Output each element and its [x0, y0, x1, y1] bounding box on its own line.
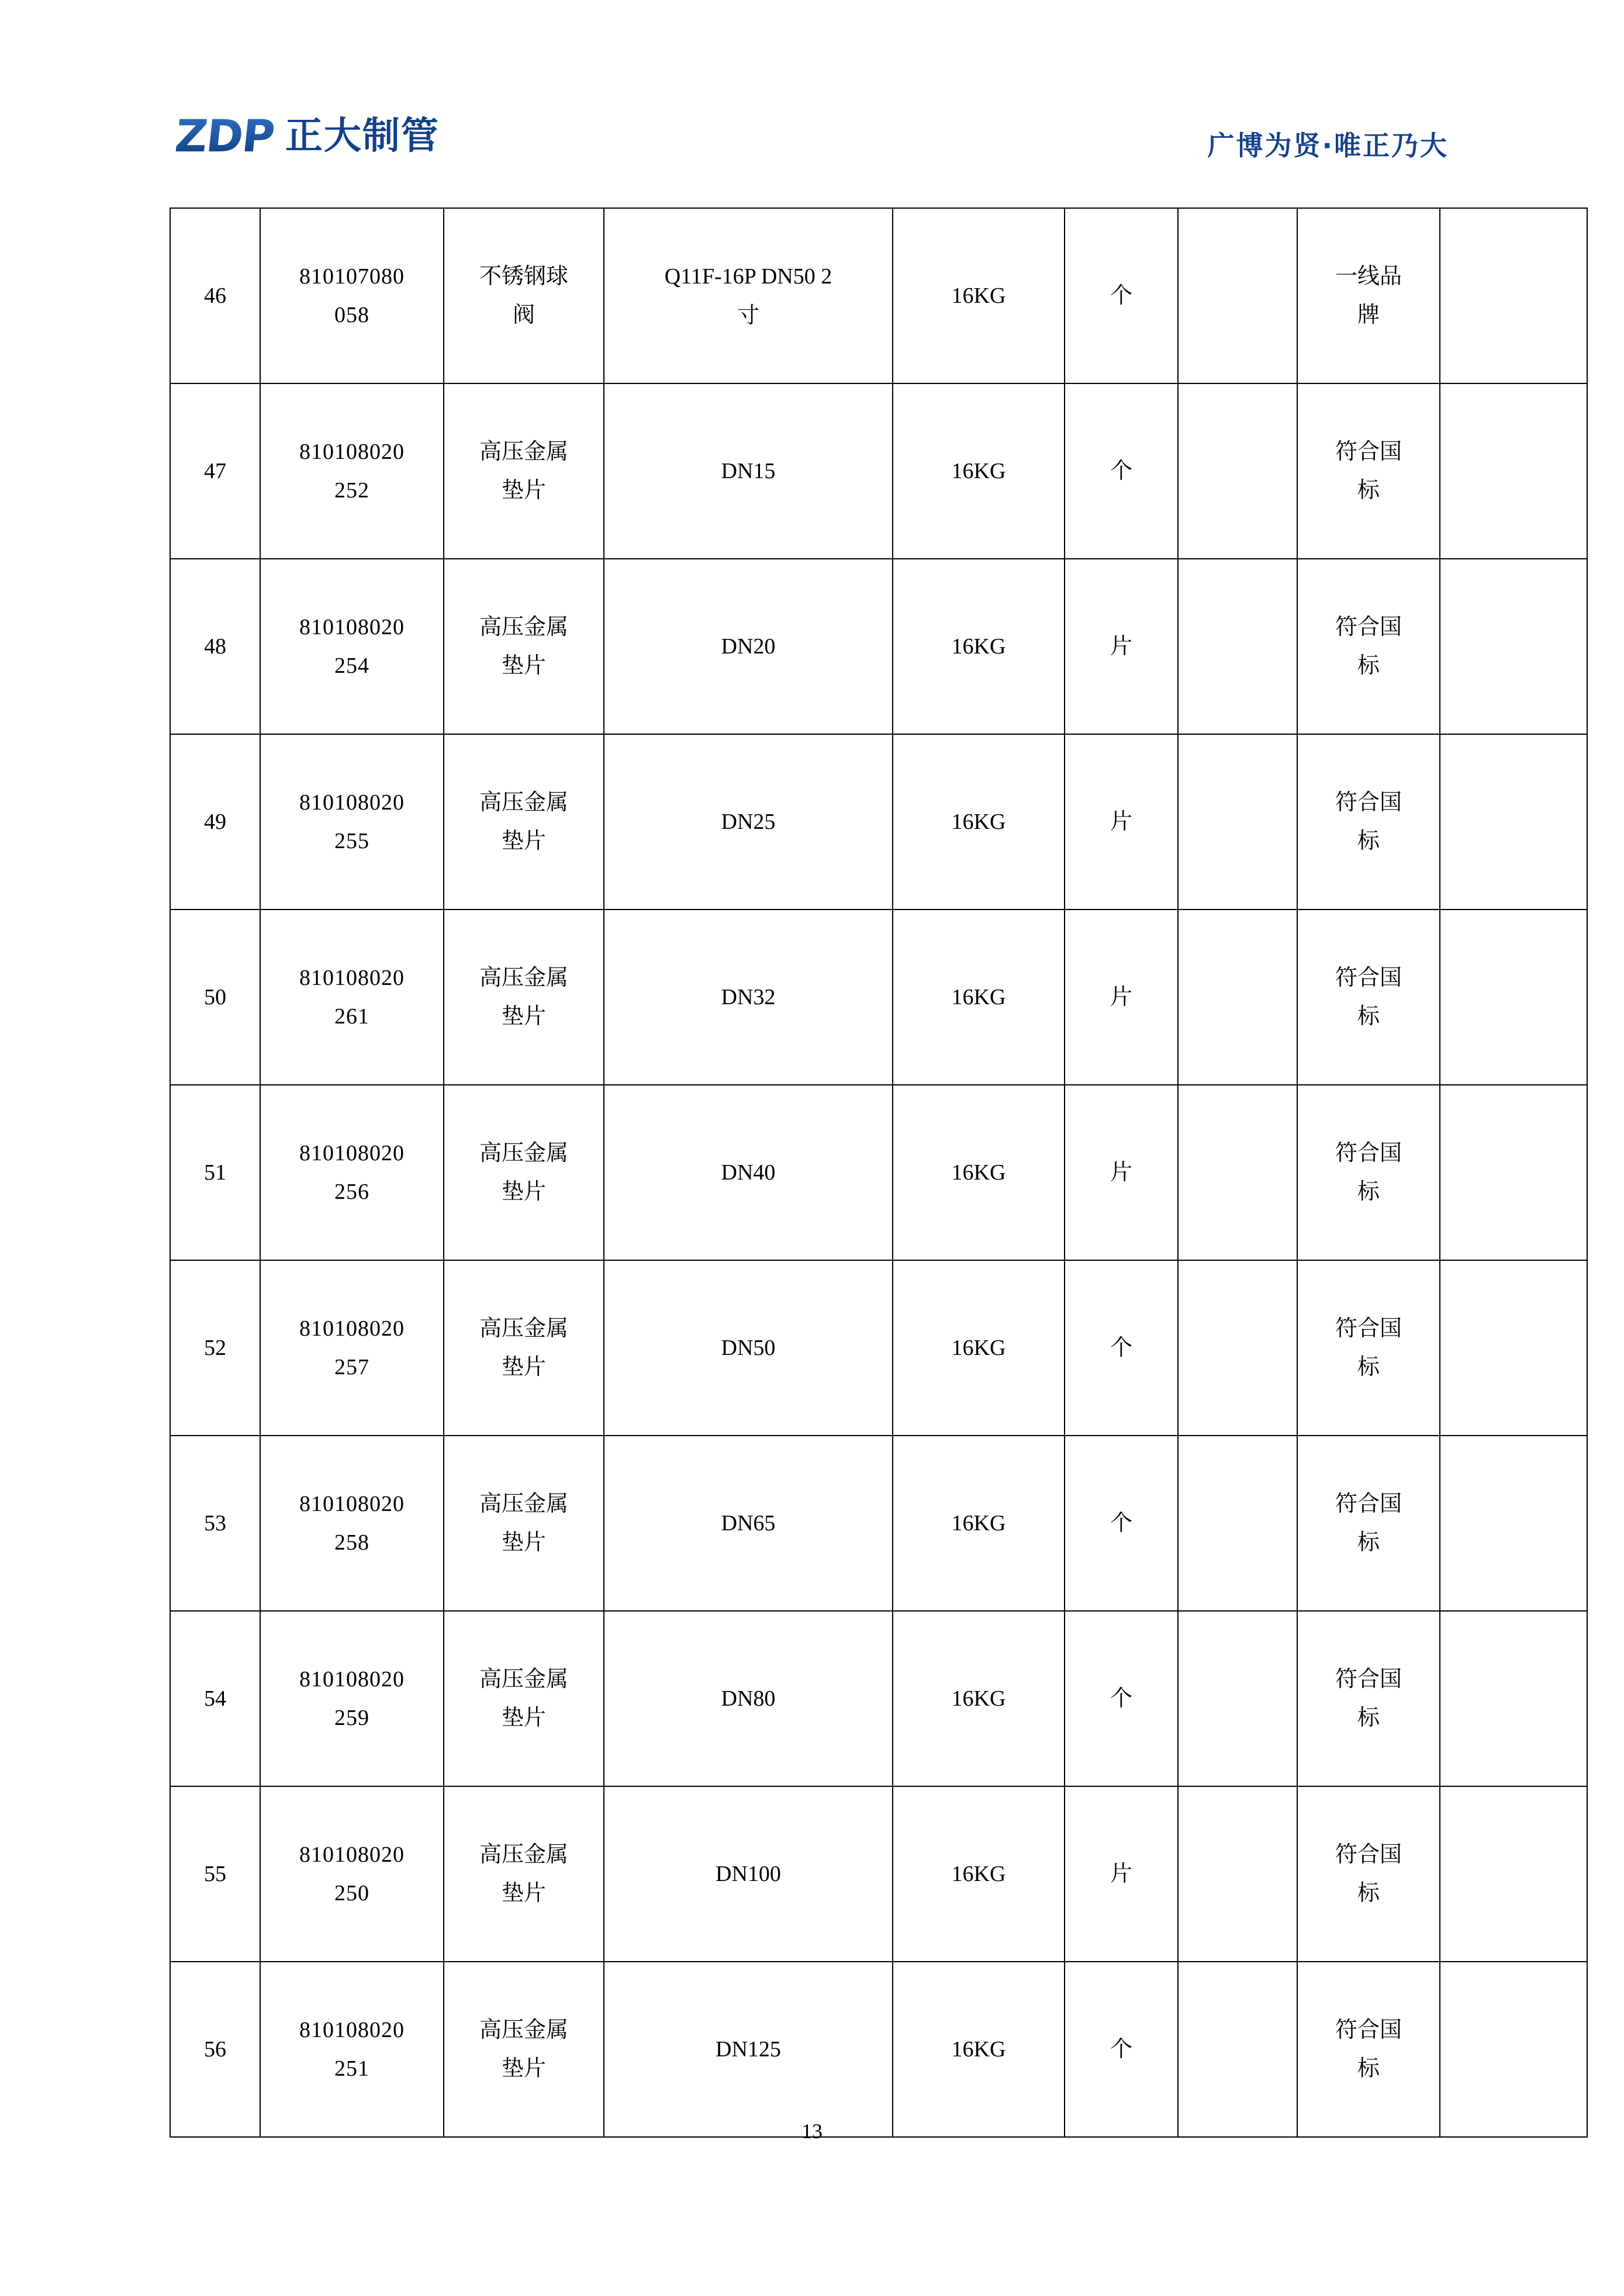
logo-mark-zdp: ZDP	[173, 114, 279, 158]
cell-note	[1440, 1085, 1587, 1260]
cell-brand-line1: 符合国	[1335, 965, 1402, 990]
cell-index: 55	[170, 1786, 260, 1962]
table-row	[170, 1962, 1587, 2137]
cell-code-line1: 810108020	[299, 614, 405, 639]
cell-brand	[1297, 1786, 1440, 1962]
cell-index: 51	[170, 1085, 260, 1260]
cell-name	[444, 734, 604, 910]
cell-brand-line2: 牌	[1357, 303, 1380, 327]
cell-pressure: 16KG	[893, 910, 1065, 1085]
cell-spec-line1: DN50	[721, 1335, 776, 1360]
cell-code-line2: 255	[334, 829, 369, 853]
cell-brand-line1: 符合国	[1335, 1140, 1402, 1166]
cell-note	[1440, 1962, 1587, 2137]
cell-index: 56	[170, 1962, 260, 2137]
cell-pressure: 16KG	[893, 1962, 1065, 2137]
cell-note	[1440, 1611, 1587, 1786]
cell-code-line2: 254	[334, 653, 369, 678]
cell-pressure: 16KG	[893, 1436, 1065, 1611]
cell-name	[444, 1611, 604, 1786]
cell-code-line1: 810107080	[299, 264, 405, 289]
table-row	[170, 383, 1587, 559]
cell-name	[444, 1786, 604, 1962]
cell-spec-line2: 寸	[737, 302, 759, 328]
cell-name-line2: 垫片	[501, 2056, 546, 2081]
cell-code-line2: 250	[334, 1881, 369, 1906]
cell-code-line2: 261	[334, 1004, 369, 1029]
cell-name-line1: 高压金属	[479, 614, 568, 639]
cell-spec	[604, 910, 893, 1085]
cell-name-line1: 高压金属	[479, 965, 568, 990]
cell-name	[444, 1085, 604, 1260]
cell-pressure: 16KG	[893, 1260, 1065, 1436]
cell-brand-line1: 符合国	[1335, 1491, 1402, 1516]
cell-brand	[1297, 208, 1440, 383]
cell-code-line1: 810108020	[299, 1140, 405, 1166]
cell-code-line1: 810108020	[299, 1842, 405, 1867]
cell-index: 48	[170, 559, 260, 734]
table-row	[170, 1260, 1587, 1436]
cell-spec	[604, 1611, 893, 1786]
cell-spec-line1: DN15	[721, 458, 776, 483]
table-row	[170, 208, 1587, 383]
cell-unit: 片	[1065, 910, 1178, 1085]
cell-code-line2: 058	[334, 303, 369, 327]
cell-name	[444, 1436, 604, 1611]
cell-unit: 片	[1065, 1786, 1178, 1962]
cell-quantity	[1178, 910, 1297, 1085]
cell-quantity	[1178, 559, 1297, 734]
cell-spec	[604, 1786, 893, 1962]
cell-spec	[604, 734, 893, 910]
cell-brand	[1297, 1962, 1440, 2137]
cell-name	[444, 910, 604, 1085]
company-slogan: 广博为贤·唯正乃大	[1207, 130, 1449, 161]
cell-code	[260, 208, 444, 383]
cell-name	[444, 1260, 604, 1436]
cell-brand-line1: 符合国	[1335, 614, 1402, 639]
cell-brand-line1: 符合国	[1335, 790, 1402, 815]
table-row	[170, 559, 1587, 734]
cell-spec-line1: DN65	[721, 1510, 776, 1536]
spec-table-wrapper	[170, 208, 1454, 2138]
cell-name	[444, 1962, 604, 2137]
cell-name	[444, 559, 604, 734]
cell-spec	[604, 1436, 893, 1611]
cell-unit: 个	[1065, 383, 1178, 559]
cell-code-line2: 258	[334, 1530, 369, 1555]
company-logo	[172, 110, 440, 162]
cell-brand-line1: 一线品	[1335, 264, 1402, 289]
cell-unit: 个	[1065, 208, 1178, 383]
cell-brand-line1: 符合国	[1335, 1842, 1402, 1867]
cell-pressure: 16KG	[893, 734, 1065, 910]
cell-spec	[604, 1962, 893, 2137]
cell-name-line1: 高压金属	[479, 1140, 568, 1166]
cell-unit: 片	[1065, 734, 1178, 910]
cell-quantity	[1178, 1436, 1297, 1611]
cell-code-line1: 810108020	[299, 790, 405, 815]
cell-index: 53	[170, 1436, 260, 1611]
table-row	[170, 1786, 1587, 1962]
cell-note	[1440, 559, 1587, 734]
cell-quantity	[1178, 1260, 1297, 1436]
cell-brand-line2: 标	[1357, 1180, 1380, 1204]
cell-brand	[1297, 559, 1440, 734]
table-row	[170, 910, 1587, 1085]
cell-spec-line1: DN20	[721, 634, 776, 659]
cell-brand-line2: 标	[1357, 2056, 1380, 2081]
cell-note	[1440, 734, 1587, 910]
cell-spec	[604, 559, 893, 734]
cell-pressure: 16KG	[893, 1786, 1065, 1962]
cell-name-line1: 高压金属	[479, 1491, 568, 1516]
cell-brand-line2: 标	[1357, 478, 1380, 503]
page-header	[172, 110, 1449, 178]
cell-index: 47	[170, 383, 260, 559]
cell-code	[260, 910, 444, 1085]
cell-brand-line2: 标	[1357, 1355, 1380, 1379]
cell-index: 50	[170, 910, 260, 1085]
cell-code	[260, 1260, 444, 1436]
spec-table	[170, 208, 1588, 2138]
cell-brand-line2: 标	[1357, 1004, 1380, 1029]
cell-code-line2: 256	[334, 1180, 369, 1204]
cell-code-line2: 252	[334, 478, 369, 503]
cell-code-line2: 251	[334, 2056, 369, 2081]
cell-brand	[1297, 1611, 1440, 1786]
cell-quantity	[1178, 1786, 1297, 1962]
cell-brand	[1297, 383, 1440, 559]
cell-code	[260, 1786, 444, 1962]
cell-index: 52	[170, 1260, 260, 1436]
cell-code	[260, 734, 444, 910]
cell-name	[444, 208, 604, 383]
cell-name-line1: 高压金属	[479, 790, 568, 815]
cell-code-line1: 810108020	[299, 439, 405, 464]
spec-table-body	[170, 208, 1587, 2137]
cell-spec	[604, 1260, 893, 1436]
cell-quantity	[1178, 383, 1297, 559]
cell-code-line1: 810108020	[299, 1666, 405, 1692]
cell-code-line1: 810108020	[299, 1316, 405, 1341]
logo-company-name: 正大制管	[285, 115, 440, 158]
cell-name-line2: 垫片	[501, 1180, 546, 1204]
cell-name-line2: 阀	[512, 303, 535, 327]
cell-code	[260, 559, 444, 734]
cell-name-line1: 高压金属	[479, 1316, 568, 1341]
cell-name-line2: 垫片	[501, 1881, 546, 1906]
cell-brand-line2: 标	[1357, 829, 1380, 853]
cell-brand	[1297, 910, 1440, 1085]
cell-pressure: 16KG	[893, 383, 1065, 559]
page-number: 13	[801, 2119, 823, 2143]
cell-quantity	[1178, 1611, 1297, 1786]
page-footer	[0, 2119, 1624, 2143]
cell-name-line2: 垫片	[501, 653, 546, 678]
cell-code	[260, 383, 444, 559]
cell-name-line2: 垫片	[501, 1706, 546, 1730]
table-row	[170, 1436, 1587, 1611]
cell-name-line1: 高压金属	[479, 439, 568, 464]
cell-name-line1: 高压金属	[479, 2017, 568, 2042]
cell-spec-line1: DN100	[716, 1861, 781, 1886]
cell-brand-line1: 符合国	[1335, 1316, 1402, 1341]
cell-code-line1: 810108020	[299, 1491, 405, 1516]
cell-brand-line2: 标	[1357, 653, 1380, 678]
cell-unit: 个	[1065, 1611, 1178, 1786]
cell-brand-line2: 标	[1357, 1530, 1380, 1555]
cell-brand	[1297, 1436, 1440, 1611]
cell-quantity	[1178, 208, 1297, 383]
cell-code	[260, 1611, 444, 1786]
table-row	[170, 734, 1587, 910]
table-row	[170, 1085, 1587, 1260]
cell-index: 49	[170, 734, 260, 910]
cell-unit: 片	[1065, 559, 1178, 734]
cell-brand-line1: 符合国	[1335, 2017, 1402, 2042]
cell-unit: 个	[1065, 1962, 1178, 2137]
cell-pressure: 16KG	[893, 208, 1065, 383]
cell-index: 54	[170, 1611, 260, 1786]
cell-note	[1440, 1786, 1587, 1962]
cell-spec-line1: DN125	[716, 2036, 781, 2062]
cell-spec-line1: DN80	[721, 1686, 776, 1711]
cell-brand	[1297, 1085, 1440, 1260]
cell-unit: 个	[1065, 1436, 1178, 1611]
cell-name-line1: 高压金属	[479, 1666, 568, 1692]
cell-note	[1440, 383, 1587, 559]
cell-name	[444, 383, 604, 559]
cell-note	[1440, 910, 1587, 1085]
cell-brand	[1297, 734, 1440, 910]
cell-spec	[604, 383, 893, 559]
cell-name-line2: 垫片	[501, 1004, 546, 1029]
cell-pressure: 16KG	[893, 1611, 1065, 1786]
cell-brand-line2: 标	[1357, 1881, 1380, 1906]
cell-note	[1440, 1436, 1587, 1611]
table-row	[170, 1611, 1587, 1786]
cell-spec-line1: DN40	[721, 1160, 776, 1185]
cell-index: 46	[170, 208, 260, 383]
cell-spec	[604, 1085, 893, 1260]
cell-brand-line1: 符合国	[1335, 439, 1402, 464]
cell-brand	[1297, 1260, 1440, 1436]
cell-code	[260, 1085, 444, 1260]
cell-spec	[604, 208, 893, 383]
cell-code-line1: 810108020	[299, 2017, 405, 2042]
cell-quantity	[1178, 734, 1297, 910]
cell-spec-line1: DN32	[721, 984, 776, 1009]
cell-code-line2: 257	[334, 1355, 369, 1379]
cell-spec-line1: DN25	[721, 809, 776, 834]
cell-quantity	[1178, 1085, 1297, 1260]
cell-name-line1: 高压金属	[479, 1842, 568, 1867]
cell-unit: 个	[1065, 1260, 1178, 1436]
cell-code	[260, 1962, 444, 2137]
cell-note	[1440, 1260, 1587, 1436]
cell-name-line2: 垫片	[501, 478, 546, 503]
cell-name-line1: 不锈钢球	[479, 264, 568, 289]
cell-quantity	[1178, 1962, 1297, 2137]
cell-code	[260, 1436, 444, 1611]
cell-brand-line2: 标	[1357, 1706, 1380, 1730]
cell-name-line2: 垫片	[501, 829, 546, 853]
cell-spec-line1: Q11F-16P DN50 2	[664, 264, 832, 289]
cell-pressure: 16KG	[893, 1085, 1065, 1260]
cell-name-line2: 垫片	[501, 1530, 546, 1555]
cell-code-line1: 810108020	[299, 965, 405, 990]
cell-name-line2: 垫片	[501, 1355, 546, 1379]
cell-note	[1440, 208, 1587, 383]
cell-unit: 片	[1065, 1085, 1178, 1260]
cell-code-line2: 259	[334, 1706, 369, 1730]
cell-brand-line1: 符合国	[1335, 1666, 1402, 1692]
cell-pressure: 16KG	[893, 559, 1065, 734]
